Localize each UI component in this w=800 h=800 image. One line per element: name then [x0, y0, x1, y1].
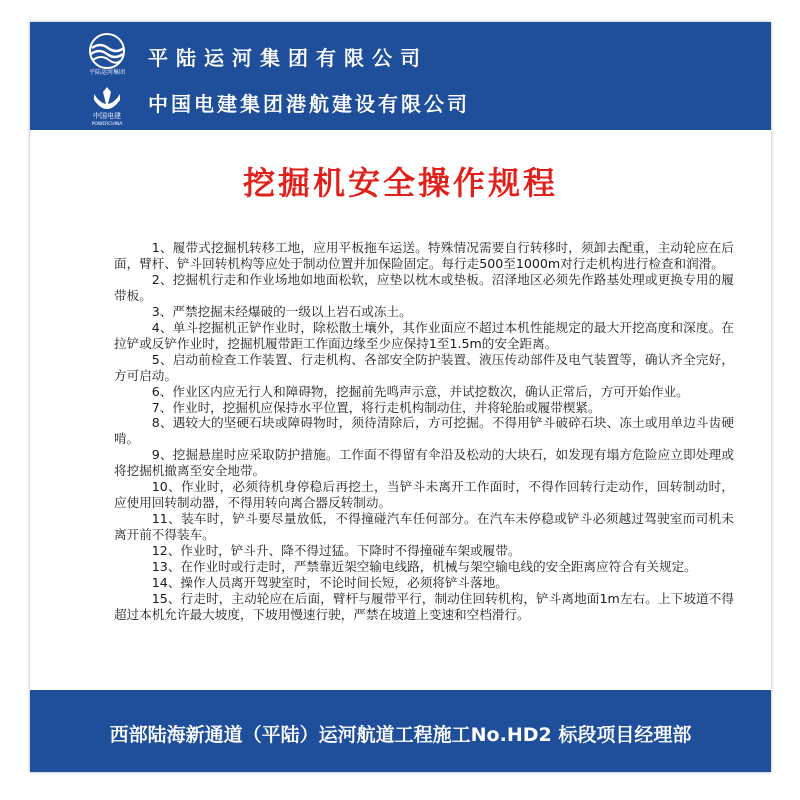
- rule-item: 10、作业时，必须待机身停稳后再挖土，当铲斗未离开工作面时，不得作回转行走动作，回转制动时，应使用回转制动器，不得用转向离合器反转制动。: [114, 479, 734, 511]
- logo2-subtext: POWERCHINA: [91, 122, 123, 126]
- rule-item: 14、操作人员离开驾驶室时，不论时间长短，必须将铲斗落地。: [151, 575, 508, 591]
- rule-item: 11、装车时，铲斗要尽量放低，不得撞碰汽车任何部分。在汽车未停稳或铲斗必须越过驾驶室而司机未离开前不得装车。: [114, 511, 734, 543]
- rule-item: 6、作业区内应无行人和障碍物，挖掘前先鸣声示意，并试挖数次，确认正常后，方可开始作业。: [151, 383, 689, 399]
- sign-footer: [30, 690, 771, 772]
- rule-item: 4、单斗挖掘机正铲作业时，除松散土壤外，其作业面应不超过本机性能规定的最大开挖高度和深度。在拉铲或反铲作业时，挖掘机履带距工作面边缘至少应保持1至1.5m的安全距离。: [114, 319, 734, 351]
- rule-item: 8、遇较大的坚硬石块或障碍物时，须待清除后，方可挖掘。不得用铲斗破碎石块、冻土或用单边斗齿硬啃。: [114, 415, 734, 447]
- company-name-2: 中国电建集团港航建设有限公司: [148, 92, 470, 116]
- company-name-1: 平陆运河集团有限公司: [148, 46, 428, 70]
- rules-list: [114, 240, 734, 623]
- safety-sign-board: [30, 22, 771, 772]
- rule-item: 1、履带式挖掘机转移工地，应用平板拖车运送。特殊情况需要自行转移时，须卸去配重，主动轮应在后面，臂杆、铲斗回转机构等应处于制动位置并加保险固定。每行走500至1000m对行走机构进行检查和润滑。: [114, 240, 734, 271]
- rule-item: 12、作业时，铲斗升、降不得过猛。下降时不得撞碰车架或履带。: [151, 543, 521, 559]
- logo2-text: 中国电建: [93, 112, 121, 120]
- powerchina-logo-icon: [80, 84, 134, 126]
- project-department-name: 西部陆海新通道（平陆）运河航道工程施工No.HD2 标段项目经理部: [109, 724, 692, 746]
- rule-item: 3、严禁挖掘未经爆破的一级以上岩石或冻土。: [151, 303, 412, 319]
- sign-body: [30, 130, 771, 690]
- rule-item: 7、作业时，挖掘机应保持水平位置，将行走机构制动住，并将轮胎或履带楔紧。: [151, 399, 601, 415]
- rule-item: 5、启动前检查工作装置、行走机构、各部安全防护装置、液压传动部件及电气装置等，确认齐全完好，方可启动。: [114, 351, 734, 383]
- logo1-text: 平陆运河集团: [88, 69, 126, 76]
- rule-item: 13、在作业时或行走时，严禁靠近架空输电线路，机械与架空输电线的安全距离应符合有关规定。: [151, 559, 697, 575]
- sign-header: [30, 22, 771, 130]
- rule-item: 9、挖掘悬崖时应采取防护措施。工作面不得留有伞沿及松动的大块石，如发现有塌方危险应立即处理或将挖掘机撤离至安全地带。: [114, 447, 734, 479]
- rule-item: 2、挖掘机行走和作业场地如地面松软，应垫以枕木或垫板。沼泽地区必须先作路基处理或更换专用的履带板。: [114, 271, 734, 303]
- rule-item: 15、行走时，主动轮应在后面，臂杆与履带平行，制动住回转机构，铲斗离地面1m左右。上下坡道不得超过本机允许最大坡度，下坡用慢速行驶，严禁在坡道上变速和空档滑行。: [114, 590, 734, 622]
- pinglu-canal-logo-icon: [80, 32, 134, 76]
- sign-title: 挖掘机安全操作规程: [242, 164, 558, 202]
